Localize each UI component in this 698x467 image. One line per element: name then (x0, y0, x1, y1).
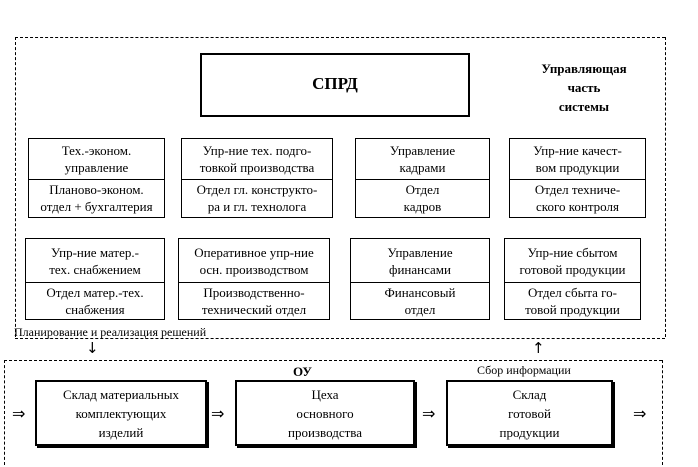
hr-dept: Отдел кадров (403, 182, 442, 214)
operations-box (178, 238, 330, 320)
finance-dept: Финансовый отдел (384, 284, 456, 317)
control-part-label: Управляющая часть системы (541, 61, 627, 114)
tech-prep-box (181, 138, 333, 218)
upper-boundary-right (665, 37, 666, 337)
tech-econ-box (28, 138, 165, 218)
materials-warehouse-label: Склад материальных комплектующих изделий (62, 387, 180, 440)
production-shops-label: Цеха основного производства (287, 387, 363, 440)
production-tech-dept: Производственно- технический отдел (201, 284, 307, 317)
output-arrow-icon: ⇒ (633, 404, 647, 423)
supply-dept: Отдел матер.-тех. снабжения (46, 284, 144, 317)
supply-box (25, 238, 165, 320)
sales-dept: Отдел сбыта го- товой продукции (525, 284, 620, 317)
quality-box (509, 138, 646, 218)
hr-box (355, 138, 490, 218)
shops-to-products-arrow-icon: ⇒ (422, 404, 436, 423)
operations-management: Оперативное упр-ние осн. производством (179, 239, 329, 283)
finished-goods-warehouse-label: Склад готовой продукции (499, 387, 560, 440)
cprd-title: СПРД (312, 74, 358, 93)
finished-goods-warehouse-box (446, 380, 613, 446)
tech-econ-management: Тех.-эконом. управление (29, 139, 164, 180)
materials-warehouse-box (35, 380, 207, 446)
planning-note: Планирование и реализация решений (14, 325, 207, 339)
hr-management: Управление кадрами (356, 139, 489, 180)
input-arrow-icon: ⇒ (12, 404, 26, 423)
upper-boundary-left (15, 37, 16, 337)
up-arrow-icon: ↑ (532, 339, 545, 357)
materials-to-shops-arrow-icon: ⇒ (211, 404, 225, 423)
sales-management: Упр-ние сбытом готовой продукции (505, 239, 640, 283)
finance-management: Управление финансами (351, 239, 489, 283)
tech-control-dept: Отдел техниче- ского контроля (534, 182, 621, 214)
cprd-box (200, 53, 470, 117)
chief-designer-dept: Отдел гл. конструкто- ра и гл. технолога (196, 182, 318, 214)
upper-boundary-top (15, 37, 665, 38)
production-shops-box (235, 380, 415, 446)
down-arrow-icon: ↓ (86, 339, 99, 357)
sales-box (504, 238, 641, 320)
ou-label: ОУ (293, 364, 312, 379)
lower-boundary-top (4, 360, 662, 361)
planning-econ-dept: Планово-эконом. отдел + бухгалтерия (40, 182, 153, 214)
finance-box (350, 238, 490, 320)
quality-management: Упр-ние качест- вом продукции (510, 139, 645, 180)
info-note: Сбор информации (477, 363, 571, 377)
supply-management: Упр-ние матер.- тех. снабжением (26, 239, 164, 283)
tech-prep-management: Упр-ние тех. подго- товкой производства (182, 139, 332, 180)
lower-boundary-left (4, 360, 5, 465)
lower-boundary-right (662, 360, 663, 465)
